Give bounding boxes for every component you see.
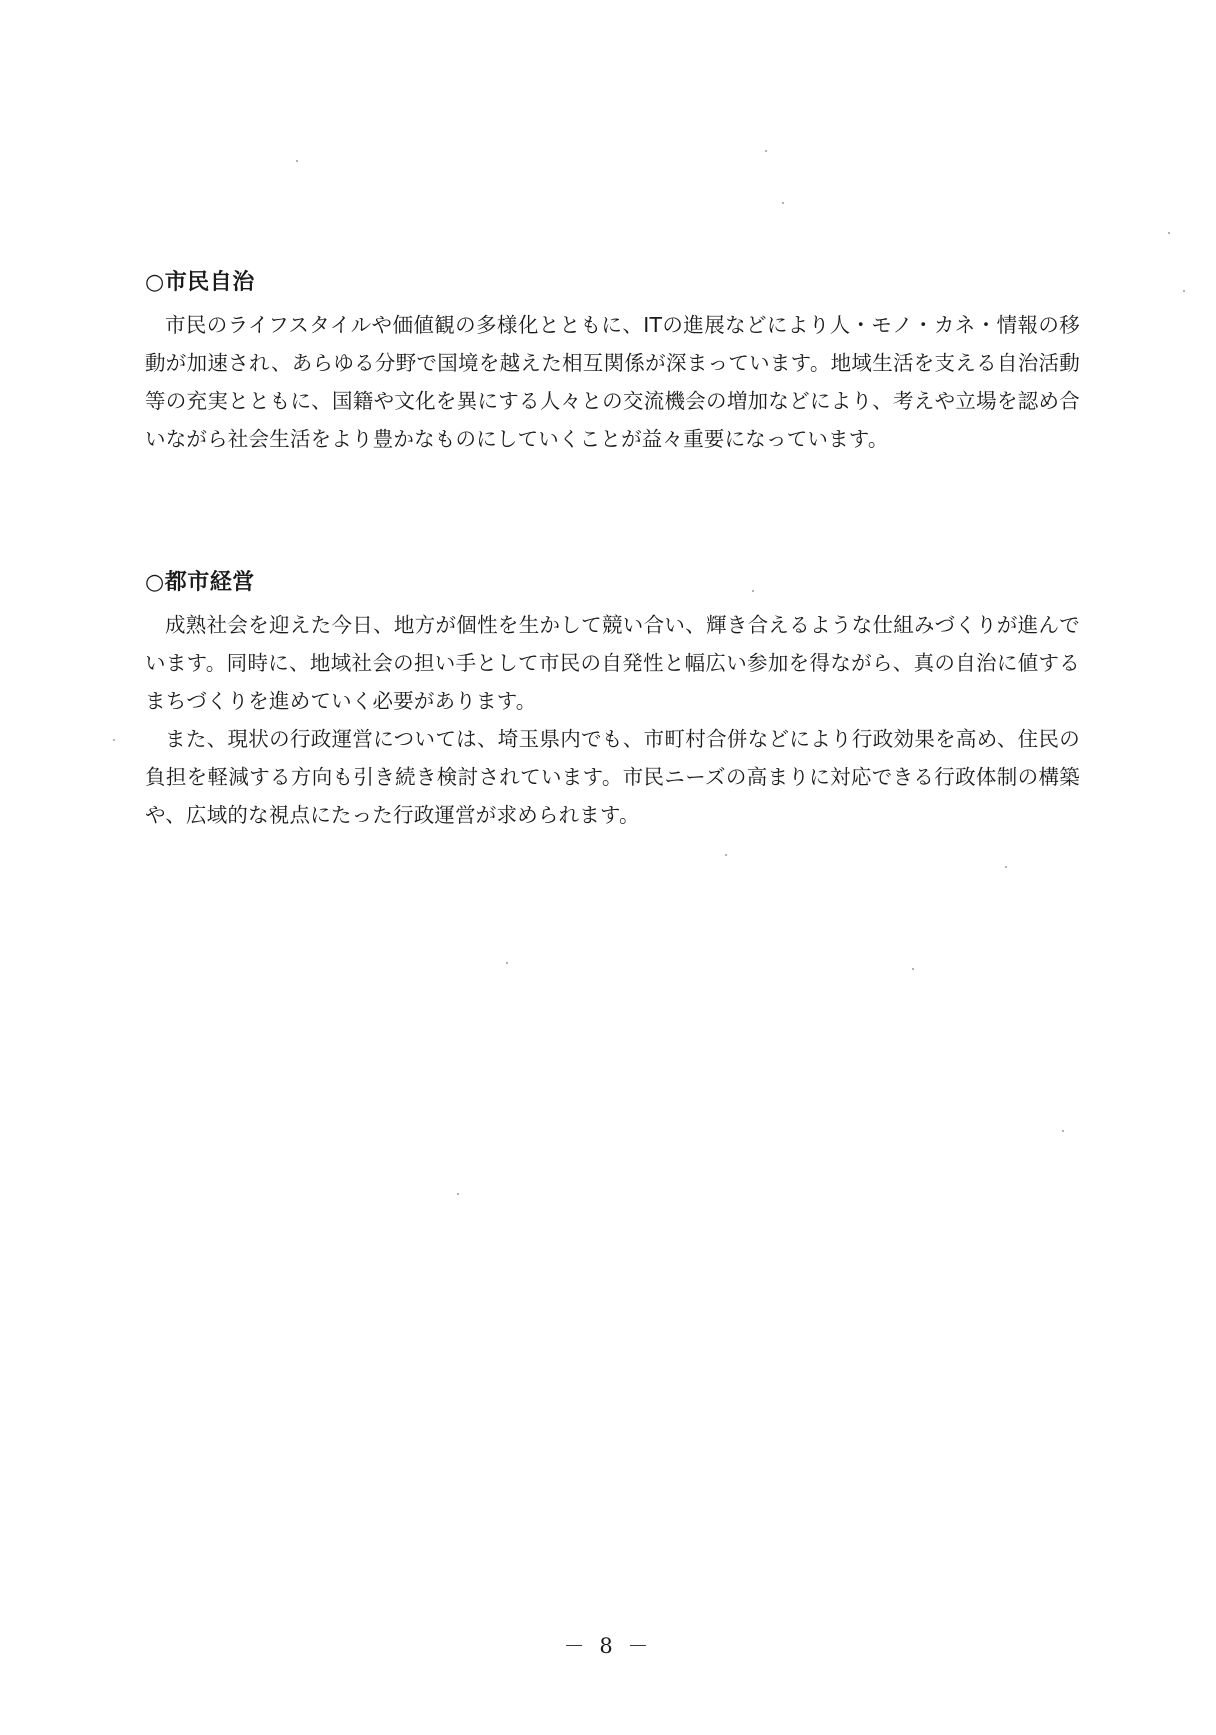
scan-speck <box>782 202 784 204</box>
section-shimin-jichi <box>145 268 1080 458</box>
scan-speck <box>765 150 767 152</box>
scan-speck <box>1183 290 1185 292</box>
scan-speck <box>457 1193 459 1195</box>
body-paragraph: また、現状の行政運営については、埼玉県内でも、市町村合併などにより行政効果を高め、住民の負担を軽減する方向も引き続き検討されています。市民ニーズの高まりに対応できる行政体制の構築や、広域的な視点にたった行政運営が求められます。 <box>145 727 1080 827</box>
scan-speck <box>912 968 914 970</box>
scan-speck <box>1062 1130 1064 1132</box>
scan-speck <box>725 854 727 856</box>
section-title: 市民自治 <box>164 270 255 295</box>
scan-speck <box>1005 866 1007 868</box>
scan-speck <box>506 962 508 964</box>
section-title: 都市経営 <box>164 570 255 595</box>
scan-speck <box>752 590 754 592</box>
page-number: － 8 － <box>563 1634 653 1658</box>
body-paragraph: 市民のライフスタイルや価値観の多様化とともに、ITの進展などにより人・モノ・カネ・情報の移動が加速され、あらゆる分野で国境を越えた相互関係が深まっています。地域生活を支える自治活動等の充実とともに、国籍や文化を異にする人々との交流機会の増加などにより、考えや立場を認め合いながら社会生活をより豊かなものにしていくことが益々重要になっています。 <box>145 313 1080 451</box>
scan-speck <box>1168 232 1170 234</box>
circle-marker: ○ <box>145 270 165 295</box>
circle-marker: ○ <box>145 570 165 595</box>
section-toshi-keiei <box>145 568 1080 834</box>
section-heading <box>145 268 1080 298</box>
scan-speck <box>113 739 115 741</box>
scan-speck <box>296 160 298 162</box>
body-paragraph: 成熟社会を迎えた今日、地方が個性を生かして競い合い、輝き合えるような仕組みづくりが進んでいます。同時に、地域社会の担い手として市民の自発性と幅広い参加を得ながら、真の自治に値するまちづくりを進めていく必要があります。 <box>145 613 1080 713</box>
section-heading <box>145 568 1080 598</box>
